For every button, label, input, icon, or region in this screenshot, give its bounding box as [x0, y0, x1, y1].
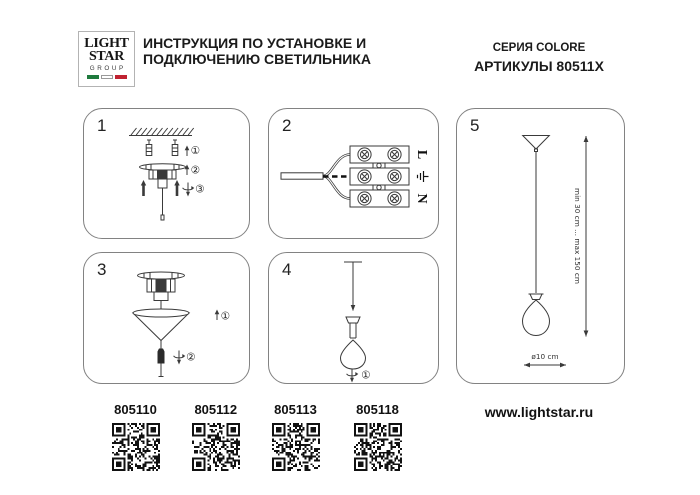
lightstar-logo [78, 31, 135, 87]
step-1-marker: ① [361, 369, 371, 382]
wall-anchor-icon [172, 140, 178, 156]
qr-code [192, 423, 240, 471]
panel-number: 2 [282, 116, 292, 135]
step-panel-2 [268, 108, 439, 239]
italian-flag-icon [79, 75, 134, 79]
qr-code [112, 423, 160, 471]
flag-white-bar [101, 75, 113, 79]
qr-code [354, 423, 402, 471]
logo-word-group: GROUP [89, 65, 126, 72]
step-1-marker: ① [190, 145, 201, 157]
screw-rotate-icon [174, 351, 186, 365]
screw-rotate-icon [183, 183, 195, 197]
ceiling-hatch-icon [129, 128, 194, 136]
panel-number: 3 [97, 260, 107, 279]
panel1-drawing [84, 109, 249, 238]
terminal-label-neutral: N [414, 193, 429, 204]
flag-green-bar [87, 75, 99, 79]
title-line-2: ПОДКЛЮЧЕНИЮ СВЕТИЛЬНИКА [143, 50, 371, 67]
lamp-socket [346, 317, 360, 338]
series-name: СЕРИЯ COLORE [492, 42, 586, 54]
step-panel-4 [268, 252, 439, 384]
panel-number: 4 [282, 260, 292, 279]
diameter-label: ø10 cm [531, 352, 559, 361]
glass-shade [341, 340, 366, 369]
diameter-dimension [524, 352, 566, 367]
step-panel-1 [83, 108, 250, 239]
cord-grip [158, 349, 165, 364]
articles-title: АРТИКУЛЫ 80511X [474, 58, 604, 74]
title-line-1: ИНСТРУКЦИЯ ПО УСТАНОВКЕ И [143, 35, 367, 51]
step-panel-5 [456, 108, 625, 384]
height-range-label: min 30 cm ... max 150 cm [573, 188, 582, 284]
step-1-marker: ① [220, 310, 231, 323]
down-arrow-icon [351, 305, 356, 311]
height-dimension [573, 136, 588, 337]
step-3-marker: ③ [195, 183, 205, 196]
series-info [448, 42, 630, 74]
glass-shade [523, 300, 550, 336]
power-cable [281, 155, 350, 199]
qr-code [272, 423, 320, 471]
panel2-drawing [269, 109, 438, 238]
mounting-screw-icon [174, 180, 179, 196]
terminal-block [350, 146, 409, 207]
mounting-bracket [138, 272, 185, 301]
terminal-label-live: L [414, 149, 429, 160]
up-arrow-icon [185, 146, 190, 157]
screw-rotate-icon [347, 369, 359, 383]
ground-icon [418, 171, 429, 182]
panel-number: 5 [470, 116, 480, 135]
logo-word-star: STAR [88, 48, 125, 64]
panel-number: 1 [97, 116, 107, 135]
step-2-marker: ② [186, 351, 196, 364]
wall-anchor-icon [146, 140, 152, 156]
shade-cap [529, 294, 544, 300]
page-title [143, 36, 371, 67]
up-arrow-icon [215, 310, 220, 321]
website-url: www.lightstar.ru [484, 404, 594, 420]
ceiling-cup [523, 136, 550, 152]
cord-tip [161, 215, 164, 220]
mounting-screw-icon [141, 180, 146, 196]
article-code: 805118 [356, 402, 399, 417]
flag-red-bar [115, 75, 127, 79]
logo-word-light: LIGHT [84, 36, 129, 51]
step-2-marker: ② [190, 164, 201, 177]
panel3-drawing [84, 253, 249, 383]
panel4-drawing [269, 253, 438, 383]
article-code: 805110 [114, 402, 157, 417]
article-code: 805112 [194, 402, 238, 417]
panel5-drawing [457, 109, 624, 383]
cone-shade [133, 309, 189, 341]
step-panel-3 [83, 252, 250, 384]
article-code: 805113 [274, 402, 317, 417]
